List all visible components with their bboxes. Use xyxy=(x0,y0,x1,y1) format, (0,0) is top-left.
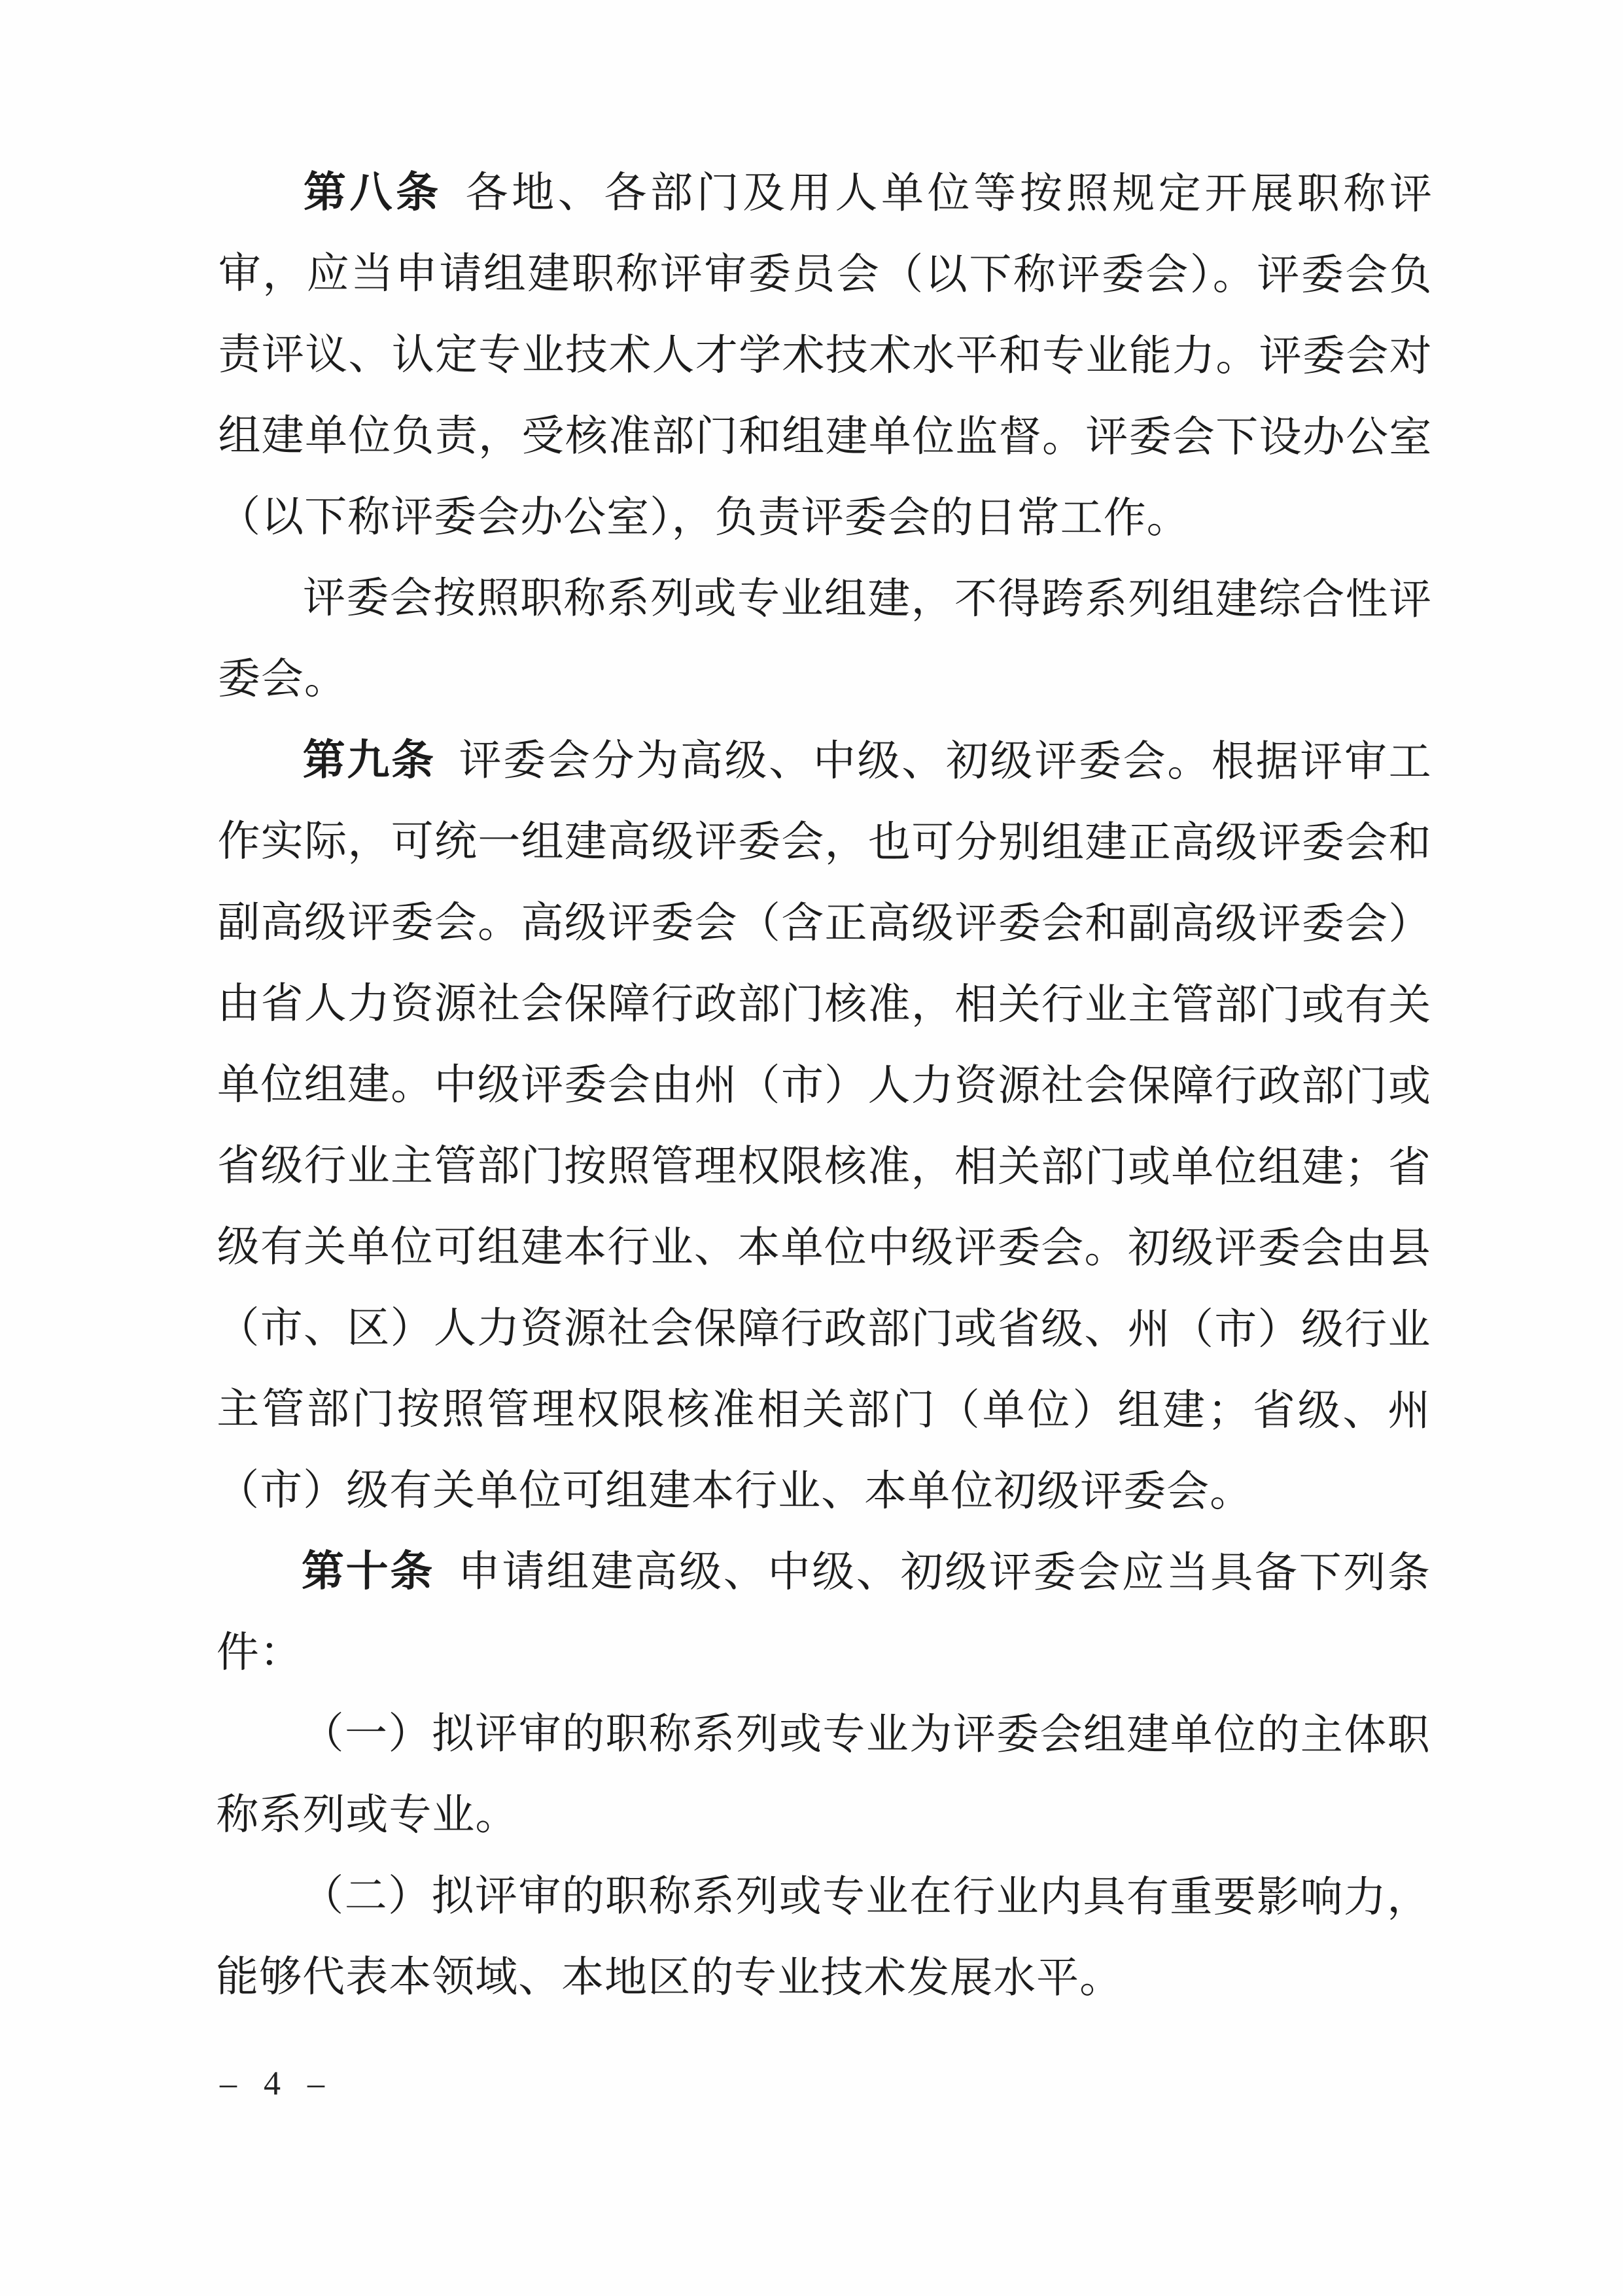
article-9-text: 评委会分为高级、中级、初级评委会。根据评审工作实际，可统一组建高级评委会，也可分别组建正高级评委会和副高级评委会。高级评委会（含正高级评委会和副高级评委会）由省人力资源社会保障行政部门核准，相关行业主管部门或有关单位组建。中级评委会由州（市）人力资源社会保障行政部门或省级行业主管部门按照管理权限核准，相关部门或单位组建；省级有关单位可组建本行业、本单位中级评委会。初级评委会由县（市、区）人力资源社会保障行政部门或省级、州（市）级行业主管部门按照管理权限核准相关部门（单位）组建；省级、州（市）级有关单位可组建本行业、本单位初级评委会。 xyxy=(217,737,1432,1516)
condition-2-text: （二）拟评审的职称系列或专业在行业内具有重要影响力，能够代表本领域、本地区的专业技术发展水平。 xyxy=(216,1872,1431,2002)
article-10-number: 第十条 xyxy=(301,1548,435,1596)
article-8-text: 各地、各部门及用人单位等按照规定开展职称评审，应当申请组建职称评审委员会（以下称评委会）。评委会负责评议、认定专业技术人才学术技术水平和专业能力。评委会对组建单位负责，受核准部门和组建单位监督。评委会下设办公室（以下称评委会办公室），负责评委会的日常工作。 xyxy=(218,169,1433,542)
condition-1-text: （一）拟评审的职称系列或专业为评委会组建单位的主体职称系列或专业。 xyxy=(216,1710,1431,1839)
paragraph-condition-2 xyxy=(216,1856,1430,2020)
article-10-text: 申请组建高级、中级、初级评委会应当具备下列条件： xyxy=(216,1548,1431,1677)
article-8-number: 第八条 xyxy=(303,169,442,217)
article-9-number: 第九条 xyxy=(302,737,436,785)
document-body xyxy=(216,152,1433,2020)
paragraph-article-8 xyxy=(218,152,1433,560)
paragraph-2-text: 评委会按照职称系列或专业组建，不得跨系列组建综合性评委会。 xyxy=(217,574,1433,703)
paragraph-condition-1 xyxy=(216,1694,1430,1858)
paragraph-committee-series xyxy=(218,558,1432,722)
paragraph-article-10 xyxy=(217,1531,1431,1696)
page-number: – 4 – xyxy=(220,2065,334,2102)
paragraph-article-9 xyxy=(217,720,1432,1533)
